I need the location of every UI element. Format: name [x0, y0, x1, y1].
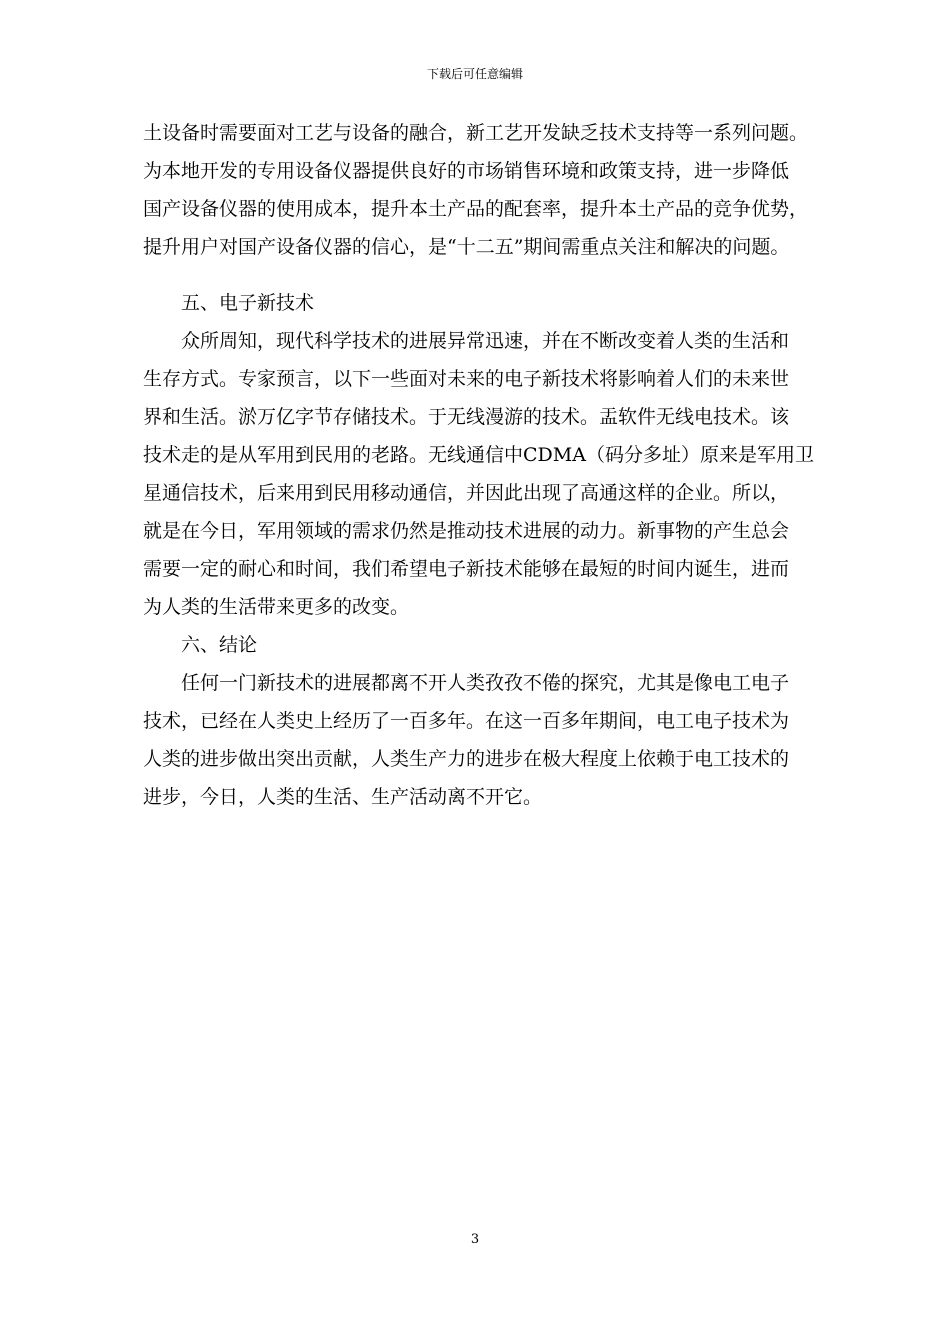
- text-line: 任何一门新技术的进展都离不开人类孜孜不倦的探究，尤其是像电工电子: [181, 672, 790, 694]
- header-note: 下载后可任意编辑: [426, 67, 523, 81]
- text-line: 界和生活。淤万亿字节存储技术。于无线漫游的技术。盂软件无线电技术。该: [143, 406, 790, 428]
- text-line: 众所周知，现代科学技术的进展异常迅速，并在不断改变着人类的生活和: [181, 330, 790, 352]
- paragraph-intro: [143, 114, 823, 266]
- text-line: 为本地开发的专用设备仪器提供良好的市场销售环境和政策支持，进一步降低: [143, 160, 790, 182]
- text-line: 国产设备仪器的使用成本，提升本土产品的配套率，提升本土产品的竞争优势，: [143, 198, 809, 220]
- text-line: 生存方式。专家预言，以下一些面对未来的电子新技术将影响着人们的未来世: [143, 368, 790, 390]
- text-line: 技术，已经在人类史上经历了一百多年。在这一百多年期间，电工电子技术为: [143, 710, 790, 732]
- document-body: [143, 114, 823, 816]
- text-line: 技术走的是从军用到民用的老路。无线通信中CDMA（码分多址）原来是军用卫: [143, 444, 814, 466]
- text-line: 就是在今日，军用领域的需求仍然是推动技术进展的动力。新事物的产生总会: [143, 520, 790, 542]
- text-line: 星通信技术，后来用到民用移动通信，并因此出现了高通这样的企业。所以，: [143, 482, 790, 504]
- paragraph-conclusion: [143, 664, 823, 816]
- text-line: 人类的进步做出突出贡献，人类生产力的进步在极大程度上依赖于电工技术的: [143, 748, 790, 770]
- section-heading-5: [143, 284, 823, 322]
- text-line: 土设备时需要面对工艺与设备的融合，新工艺开发缺乏技术支持等一系列问题。: [143, 122, 809, 144]
- text-line: 为人类的生活带来更多的改变。: [143, 596, 410, 618]
- heading-text: 六、结论: [181, 634, 258, 656]
- text-line: 需要一定的耐心和时间，我们希望电子新技术能够在最短的时间内诞生，进而: [143, 558, 790, 580]
- paragraph-gap: [143, 266, 823, 284]
- page-number: 3: [470, 1232, 480, 1247]
- text-line: 进步，今日，人类的生活、生产活动离不开它。: [143, 786, 543, 808]
- section-heading-6: [143, 626, 823, 664]
- heading-text: 五、电子新技术: [181, 292, 315, 314]
- text-line: 提升用户对国产设备仪器的信心，是“十二五”期间需重点关注和解决的问题。: [143, 236, 790, 258]
- paragraph-electronic-tech: [143, 322, 823, 626]
